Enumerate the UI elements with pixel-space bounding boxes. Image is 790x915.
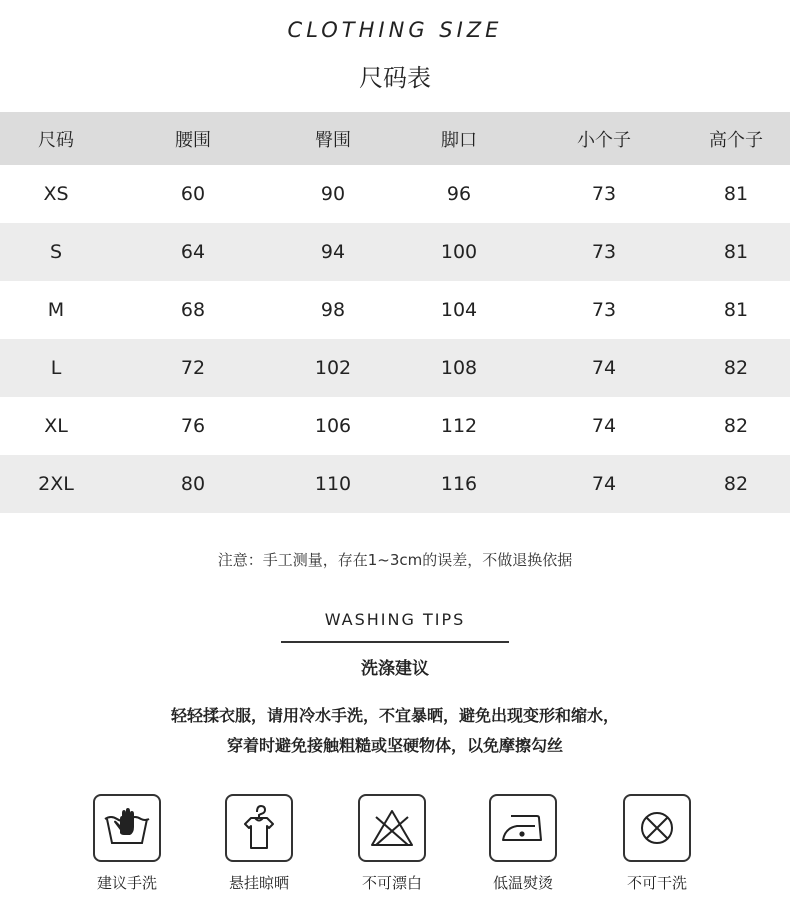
table-cell: L (50, 357, 62, 379)
table-cell: 110 (314, 473, 352, 495)
care-item-no-dry-clean (597, 794, 717, 893)
table-cell: 81 (723, 241, 749, 263)
column-header-petite: 小个子 (577, 129, 631, 151)
table-cell: 82 (723, 415, 749, 437)
table-cell: S (49, 241, 63, 263)
washing-description-line1: 轻轻揉衣服，请用冷水手洗，不宜暴晒，避免出现变形和缩水， (170, 706, 619, 725)
no-bleach-icon (358, 794, 426, 862)
table-cell: 76 (180, 415, 206, 437)
table-row (0, 455, 790, 513)
washing-description-line2: 穿着时避免接触粗糙或坚硬物体，以免摩擦勾丝 (226, 736, 563, 755)
care-label-low-iron: 低温熨烫 (492, 874, 553, 892)
page-title-en: CLOTHING SIZE (287, 18, 503, 42)
hand-wash-icon (93, 794, 161, 862)
washing-title-en: WASHING TIPS (324, 610, 466, 629)
table-cell: XL (44, 415, 68, 437)
column-header-size: 尺码 (38, 129, 74, 151)
table-cell: 68 (180, 299, 206, 321)
hang-dry-icon (225, 794, 293, 862)
table-cell: 74 (591, 357, 617, 379)
table-cell: 94 (320, 241, 346, 263)
table-cell: 74 (591, 473, 617, 495)
measurement-note: 注意：手工测量，存在1~3cm的误差，不做退换依据 (217, 551, 573, 569)
table-cell: 106 (314, 415, 352, 437)
table-cell: 2XL (38, 473, 74, 495)
care-item-low-iron (463, 794, 583, 893)
table-row (0, 281, 790, 339)
table-row (0, 397, 790, 455)
table-cell: 108 (440, 357, 478, 379)
size-table (0, 112, 790, 513)
table-cell: 72 (180, 357, 206, 379)
table-cell: 73 (591, 183, 617, 205)
table-cell: 100 (440, 241, 478, 263)
table-cell: 80 (180, 473, 206, 495)
care-label-no-dry-clean: 不可干洗 (626, 874, 687, 892)
column-header-hip: 臀围 (315, 129, 351, 151)
care-label-no-bleach: 不可漂白 (361, 874, 422, 892)
table-cell: 82 (723, 473, 749, 495)
table-cell: 81 (723, 183, 749, 205)
table-cell: XS (43, 183, 69, 205)
column-header-tall: 高个子 (709, 129, 763, 151)
table-cell: 64 (180, 241, 206, 263)
care-item-no-bleach (332, 794, 452, 893)
table-cell: 60 (180, 183, 206, 205)
washing-divider (281, 641, 509, 643)
table-row (0, 165, 790, 223)
no-dry-clean-icon (623, 794, 691, 862)
table-cell: 98 (320, 299, 346, 321)
table-row (0, 339, 790, 397)
table-row (0, 223, 790, 281)
table-cell: 104 (440, 299, 478, 321)
table-cell: 73 (591, 299, 617, 321)
care-item-hang-dry (199, 794, 319, 893)
care-item-hand-wash (67, 794, 187, 893)
table-cell: 73 (591, 241, 617, 263)
washing-title-zh: 洗涤建议 (361, 659, 429, 679)
table-cell: 82 (723, 357, 749, 379)
table-cell: 112 (440, 415, 478, 437)
table-cell: 74 (591, 415, 617, 437)
care-label-hand-wash: 建议手洗 (96, 874, 157, 892)
table-cell: 116 (440, 473, 478, 495)
column-header-hem: 脚口 (441, 129, 477, 151)
page-title-zh: 尺码表 (359, 64, 431, 92)
size-table-header (0, 112, 790, 165)
low-iron-icon (489, 794, 557, 862)
table-cell: 96 (446, 183, 472, 205)
table-cell: M (47, 299, 65, 321)
column-header-waist: 腰围 (175, 129, 211, 151)
table-cell: 81 (723, 299, 749, 321)
table-cell: 102 (314, 357, 352, 379)
care-label-hang-dry: 悬挂晾晒 (228, 874, 289, 892)
table-cell: 90 (320, 183, 346, 205)
